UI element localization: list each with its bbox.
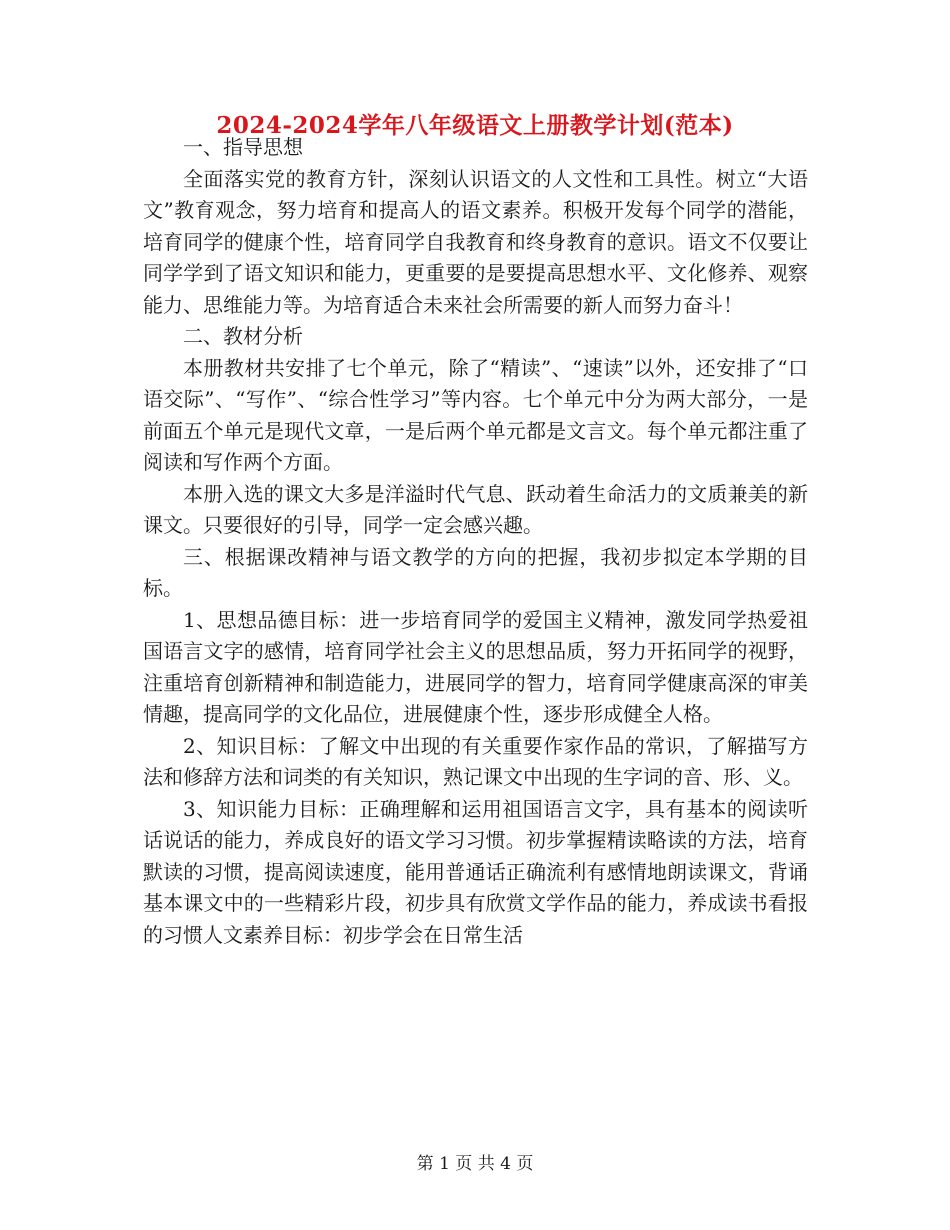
document-title: 2024-2024学年八年级语文上册教学计划(范本) <box>216 112 734 139</box>
paragraph-textbook-units: 本册教材共安排了七个单元，除了“精读”、“速读”以外，还安排了“口语交际”、“写作”、“综合性学习”等内容。七个单元中分为两大部分，一是前面五个单元是现代文章，一是后两个单元都是文言文。每个单元都注重了阅读和写作两个方面。 <box>143 355 808 474</box>
document-body <box>143 132 808 951</box>
paragraph-guiding-ideology: 全面落实党的教育方针，深刻认识语文的人文性和工具性。树立“大语文”教育观念，努力培育和提高人的语文素养。积极开发每个同学的潜能，培育同学的健康个性，培育同学自我教育和终身教育的意识。语文不仅要让同学学到了语文知识和能力，更重要的是要提高思想水平、文化修养、观察能力、思维能力等。为培育适合未来社会所需要的新人而努力奋斗！ <box>143 166 808 317</box>
section-heading-textbook-analysis: 二、教材分析 <box>183 324 303 348</box>
paragraph-textbook-texts: 本册入选的课文大多是洋溢时代气息、跃动着生命活力的文质兼美的新课文。只要很好的引导，同学一定会感兴趣。 <box>143 481 808 537</box>
page-footer: 第 1 页 共 4 页 <box>416 1154 534 1174</box>
paragraph-goal-knowledge: 2、知识目标：了解文中出现的有关重要作家作品的常识，了解描写方法和修辞方法和词类的有关知识，熟记课文中出现的生字词的音、形、义。 <box>143 733 808 789</box>
paragraph-goal-ability: 3、知识能力目标：正确理解和运用祖国语言文字，具有基本的阅读听话说话的能力，养成良好的语文学习习惯。初步掌握精读略读的方法，培育默读的习惯，提高阅读速度，能用普通话正确流利有感情地朗读课文，背诵基本课文中的一些精彩片段，初步具有欣赏文学作品的能力，养成读书看报的习惯人文素养目标：初步学会在日常生活 <box>143 796 808 947</box>
section-heading-goals: 三、根据课改精神与语文教学的方向的把握，我初步拟定本学期的目标。 <box>143 544 808 600</box>
paragraph-goal-moral: 1、思想品德目标：进一步培育同学的爱国主义精神，激发同学热爱祖国语言文字的感情，培育同学社会主义的思想品质，努力开拓同学的视野，注重培育创新精神和制造能力，进展同学的智力，培育同学健康高深的审美情趣，提高同学的文化品位，进展健康个性，逐步形成健全人格。 <box>143 607 808 726</box>
section-heading-guiding-ideology: 一、指导思想 <box>183 135 303 159</box>
